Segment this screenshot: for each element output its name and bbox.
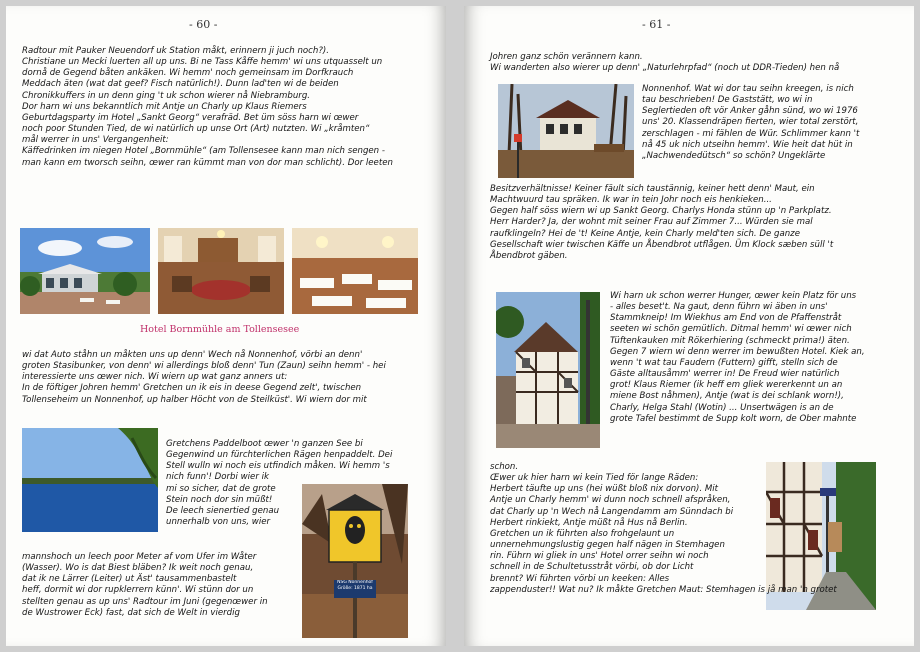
sign-text: NSG Nonnenhof Größe: 1871 ha (337, 580, 373, 591)
hotel-restaurant-photo (292, 228, 418, 314)
page-number-right: - 61 - (642, 18, 671, 31)
left-page (6, 6, 446, 646)
lake-photo (22, 428, 158, 532)
left-text-block-1: Radtour mit Pauker Neuendorf uk Station måkt, erinnern ji juch noch?). Christiane un Mecki luerten all up uns. Bi ne Tass Kåffe hemm' wi uns utquasselt un dornå de Gegend båten ankäken. Wi hemm' noch gemeinsam im Dorfkrauch Meddach äten (wat dat geef? Fisch natürlich!). Dunn lad'ten wi de beiden Chronikkuffers in un denn ging 't uk schon wierer nå Niebramburg. Dor harn wi uns bekanntlich mit Antje un Charly up Klaus Riemers Geburtdagsparty im Hotel „Sankt Georg“ verafräd. Bet üm söss harn wi œwer noch poor Stunden Tied, de wi natürlich up unse Ort (Art) nutzten. Wi „kråmten“ mål werrer in uns' Vergangenheit: Käffedrinken im niegen Hotel „Bornmühle“ (am Tollensesee kann man nich sengen - man kann em tworsch seihn, œwer ran kümmt man von dor man schlicht). Dor leeten (22, 46, 393, 168)
right-text-block-2: Nonnenhof. Wat wi dor tau seihn kreegen, is nich tau beschrieben! De Gaststätt, wo wi in Seglertieden oft vör Anker gåhn sünd, wo wi 1976 uns' 20. Klassendräpen fierten, wier total zerstört, zerschlagen - mi fählen de Wür. Schlimmer kann 't nå 45 uk nich utseihn hemm'. Wie heit dat hüt in „Nachwendedütsch“ so schön? Ungeklärte (642, 84, 860, 161)
photo-caption: Hotel Bornmühle am Tollensesee (140, 324, 300, 335)
nature-reserve-sign-photo (302, 484, 408, 638)
left-text-block-4: mannshoch un leech poor Meter af vom Ufer im Wåter (Wasser). Wo is dat Biest bläben? Ik weit noch genau, dat ik ne Lärrer (Leiter) ut Äst' tausammenbastelt heff, dormit wi dor rupklerrern künn'. Wi stünn dor un stellten genau as up uns' Radtour im Juni (gegenœwer in de Wustrower Eck) fast, dat sich de Welt in vierdig (22, 552, 268, 618)
right-text-block-5: schon. Œwer uk hier harn wi kein Tied för lange Räden: Herbert täufte up uns (hei wüßt bloß nix dorvon). Mit Antje un Charly hemm' wi dunn noch schnell afspråken, dat Charly up 'n Wech nå Langendamm am Sünndach bi Herbert rinkiekt, Antje müßt nå Hus nå Berlin. Gretchen un ik führten also frohgelaunt un unnernehmungslustig gegen half nägen in Stemhagen rin. Führn wi gliek in uns' Hotel orrer seihn wi noch schnell in de Schultetusstråt vörbi, ob dor Licht brennt? Wi führten vörbi un keeken: Alles zappenduster!! Wat nu? Ik måkte Gretchen Maut: Stemhagen is jå man 'n grotet (490, 462, 837, 595)
right-text-block-4: Wi harn uk schon werrer Hunger, œwer kein Platz för uns - alles beset't. Na gaut, denn führn wi äben in uns' Stammkneip! Im Wiekhus am End von de Pfaffenstråt seeten wi schön gemütlich. Ditmal hemm' wi œwer nich Tüftenkauken mit Rökerhiering (schmeckt prima!) äten. Gegen 7 wiern wi denn werrer im bewußten Hotel. Kiek an, wenn 't wat tau Faudern (Futtern) gifft, stelln sich de Gäste alltausåmm' werrer in! De Freud wier natürlich grot! Klaus Riemer (ik heff em gliek wererkennt un an miene Bost nåhmen), Antje (wat is dei schlank worn!), Charly, Helga Stahl (Wotin) ... Unsertwägen is an de grote Tafel bestimmt de Supp kolt worn, de Ober mahnte (610, 291, 865, 424)
right-text-block-1: Johren ganz schön verännern kann. Wi wanderten also wierer up denn' „Naturlehrpfad“ (noch ut DDR-Tieden) hen nå (490, 52, 840, 74)
half-timbered-house-photo (496, 292, 600, 448)
right-page (464, 6, 914, 646)
hotel-lobby-photo (158, 228, 284, 314)
page-number-left: - 60 - (189, 18, 218, 31)
hotel-exterior-photo (20, 228, 150, 314)
ruined-inn-photo (498, 84, 634, 178)
right-text-block-3: Besitzverhältnisse! Keiner fäult sich taustännig, keiner hett denn' Maut, ein Machtwuurd tau spräken. Ik war in tein Johr noch eis henkieken... Gegen half söss wiern wi up Sankt Georg. Charlys Honda stünn up 'n Parkplatz. Herr Harder? Ja, der wohnt mit seiner Frau auf Zimmer 7... Würden sie mal raufklingeln? Hei de 't! Keine Antje, kein Charly meld'ten sich. De ganze Gesellschaft wier twischen Käffe un Åbendbrot utflågen. Üm Klock sæben süll 't Åbendbrot gäben. (490, 184, 834, 261)
left-text-block-2: wi dat Auto ståhn un måkten uns up denn' Wech nå Nonnenhof, vörbi an denn' groten Stasibunker, von denn' wi allerdings bloß denn' Tun (Zaun) seihn hemm' - hei interessierte uns œwer nich. Wi wiern up wat ganz anners ut: In de föftiger Johren hemm' Gretchen un ik eis in deese Gegend zelt', twischen Tollenseheim un Nonnenhof, up halber Höcht von de Steilküst'. Wi wiern dor mit (22, 350, 386, 405)
left-text-block-3: Gretchens Paddelboot œwer 'n ganzen See bi Gegenwind un fürchterlichen Rägen henpaddelt. Dei Stell wulln wi noch eis utfindich måken. Wi hemm 's nich funn'! Dorbi wier ik mi so sicher, dat de grote Stein noch dor sin müßt! De leech sienertied genau unnerhalb von uns, wier (166, 439, 393, 528)
